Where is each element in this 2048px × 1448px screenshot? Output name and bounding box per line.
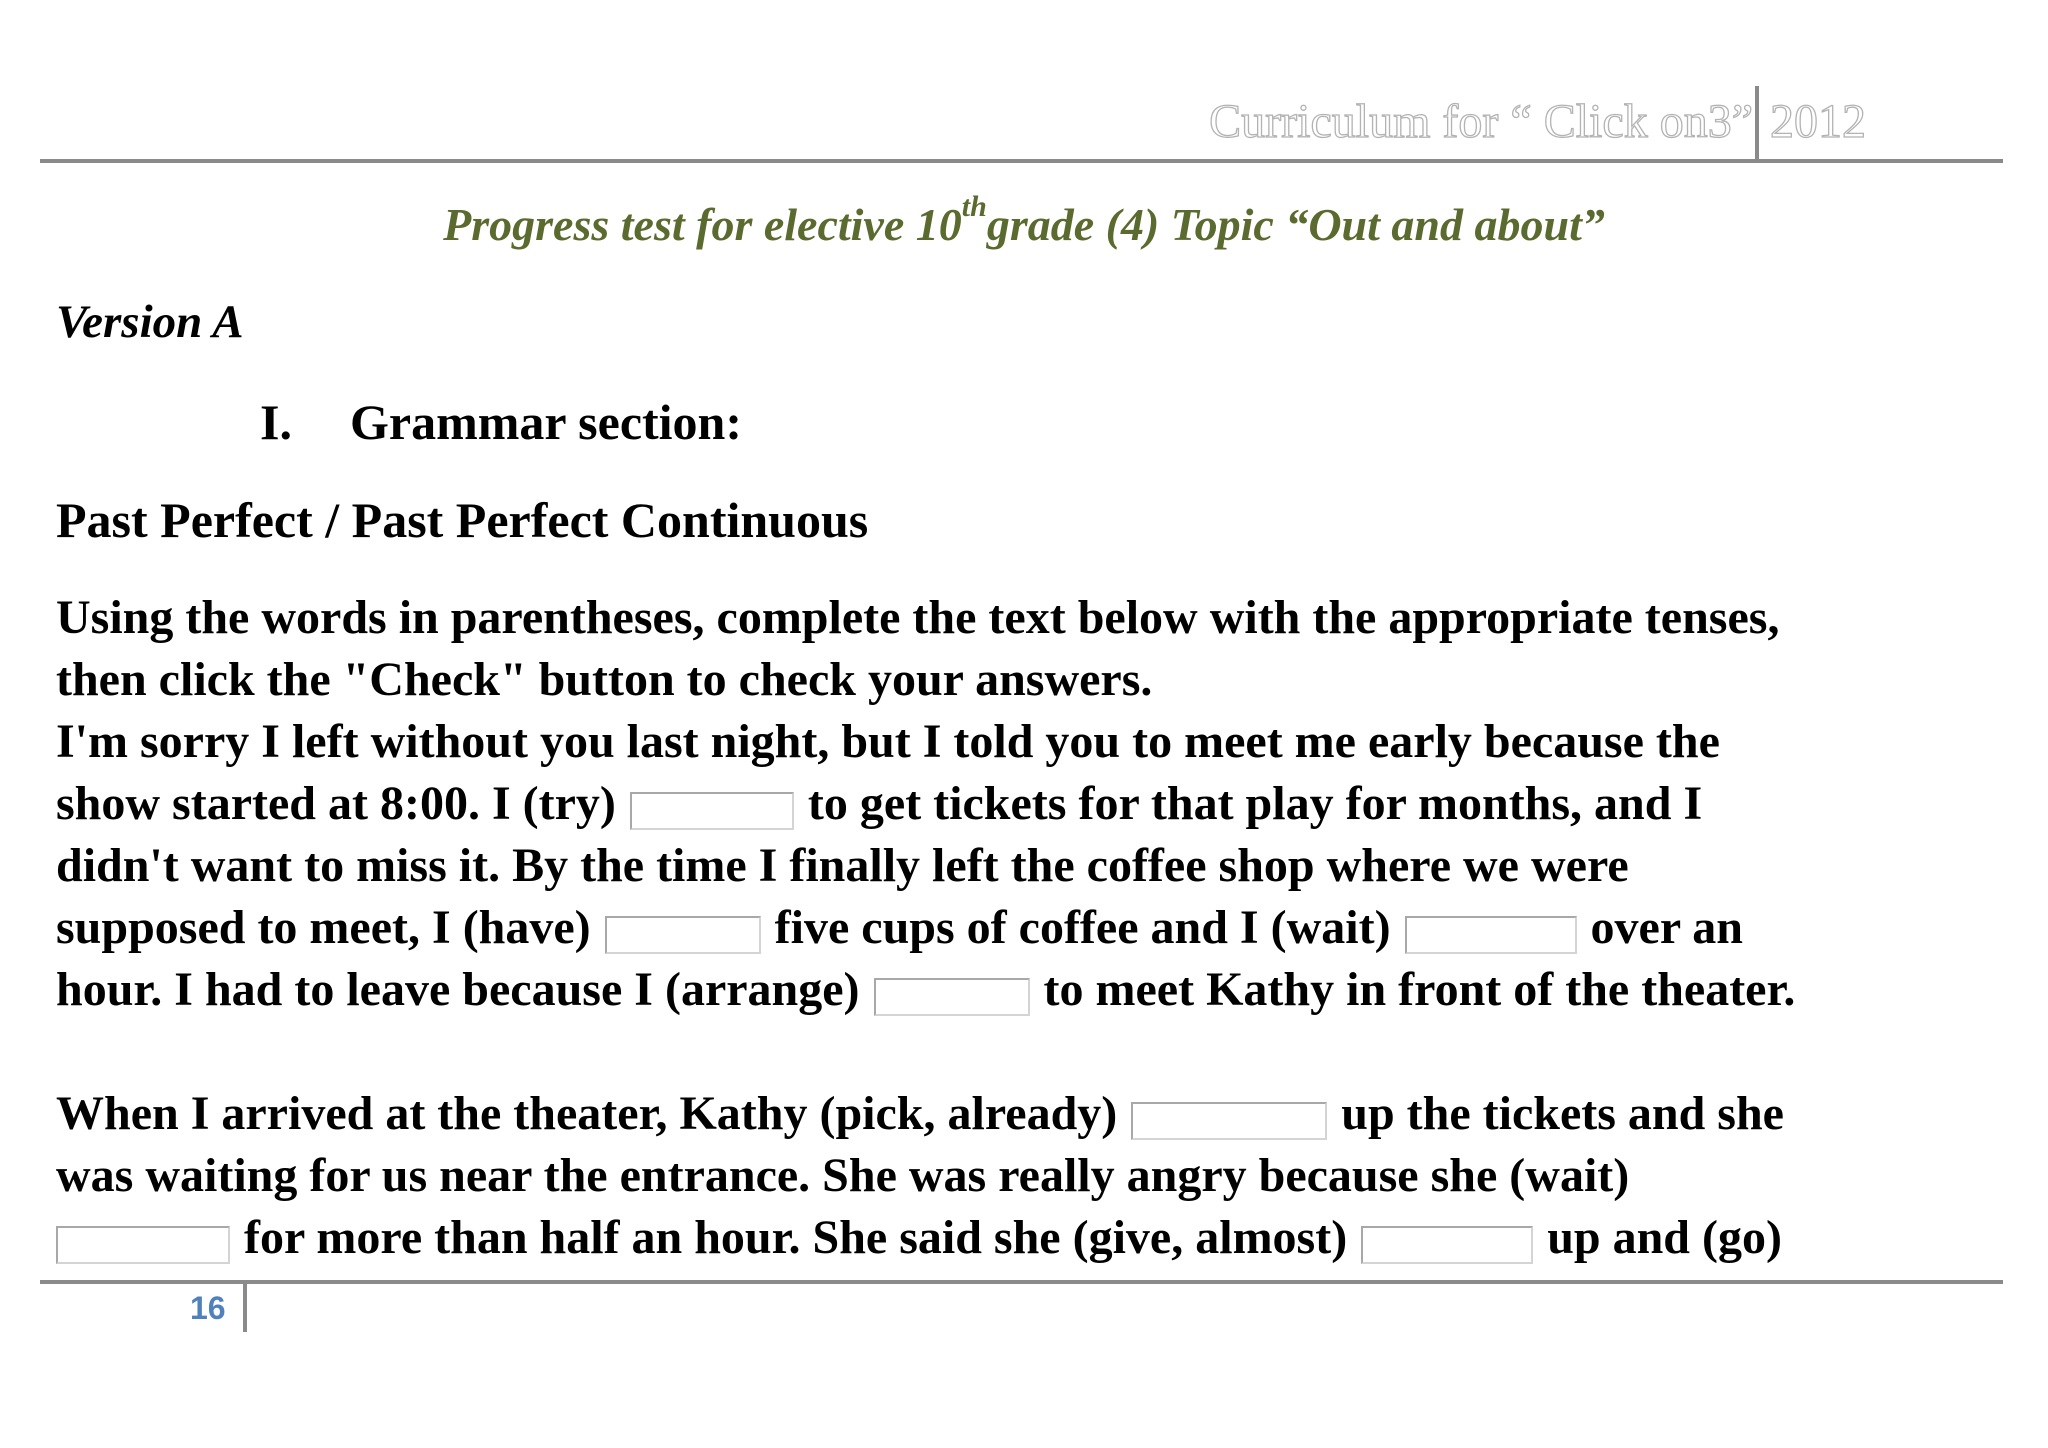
section-number: I. [260, 394, 292, 450]
text-fragment: show started at 8:00. I (try) [56, 777, 616, 830]
header-divider [1755, 86, 1759, 161]
text-line-8 [56, 1207, 2016, 1269]
version-label: Version A [56, 296, 244, 348]
text-fragment: over an [1590, 901, 1743, 954]
text-fragment: up the tickets and she [1341, 1087, 1784, 1140]
answer-input-give-almost[interactable] [1361, 1226, 1533, 1264]
text-line-2 [56, 773, 2016, 835]
instruction-line-1: Using the words in parentheses, complete the text below with the appropriate tenses, [56, 591, 1780, 644]
header-curriculum-title: Curriculum for “ Click on3” [1209, 95, 1753, 148]
section-heading [260, 393, 742, 451]
header-rule [40, 159, 2003, 163]
section-label: Grammar section: [350, 394, 743, 450]
answer-input-try[interactable] [630, 792, 794, 830]
text-fragment: hour. I had to leave because I (arrange) [56, 963, 860, 1016]
page-title [0, 190, 2048, 251]
exercise-text [56, 587, 2016, 1269]
text-line-7: was waiting for us near the entrance. She was really angry because she (wait) [56, 1149, 1630, 1202]
footer-divider [243, 1284, 247, 1332]
text-fragment: supposed to meet, I (have) [56, 901, 591, 954]
title-superscript: th [961, 190, 987, 223]
title-part-1: Progress test for elective 10 [443, 199, 962, 250]
text-line-4 [56, 897, 2016, 959]
header-year: 2012 [1770, 95, 1866, 148]
paragraph-spacer [56, 1021, 2016, 1083]
text-line-1: I'm sorry I left without you last night, but I told you to meet me early because the [56, 715, 1720, 768]
text-fragment: for more than half an hour. She said she (give, almost) [244, 1211, 1348, 1264]
answer-input-wait-2[interactable] [56, 1226, 230, 1264]
answer-input-wait-1[interactable] [1405, 916, 1577, 954]
title-part-2: grade (4) Topic “Out and about” [986, 199, 1605, 250]
page-number: 16 [190, 1290, 226, 1326]
text-line-6 [56, 1083, 2016, 1145]
text-fragment: up and (go) [1547, 1211, 1782, 1264]
text-fragment: When I arrived at the theater, Kathy (pick, already) [56, 1087, 1118, 1140]
text-fragment: to meet Kathy in front of the theater. [1043, 963, 1796, 1016]
text-fragment: five cups of coffee and I (wait) [774, 901, 1391, 954]
answer-input-arrange[interactable] [874, 978, 1030, 1016]
text-line-5 [56, 959, 2016, 1021]
text-fragment: to get tickets for that play for months, and I [807, 777, 1703, 830]
answer-input-have[interactable] [605, 916, 761, 954]
footer-rule [40, 1280, 2003, 1284]
text-line-3: didn't want to miss it. By the time I finally left the coffee shop where we were [56, 839, 1629, 892]
grammar-topic: Past Perfect / Past Perfect Continuous [56, 492, 869, 548]
instruction-line-2: then click the "Check" button to check your answers. [56, 653, 1153, 706]
answer-input-pick-already[interactable] [1131, 1102, 1327, 1140]
